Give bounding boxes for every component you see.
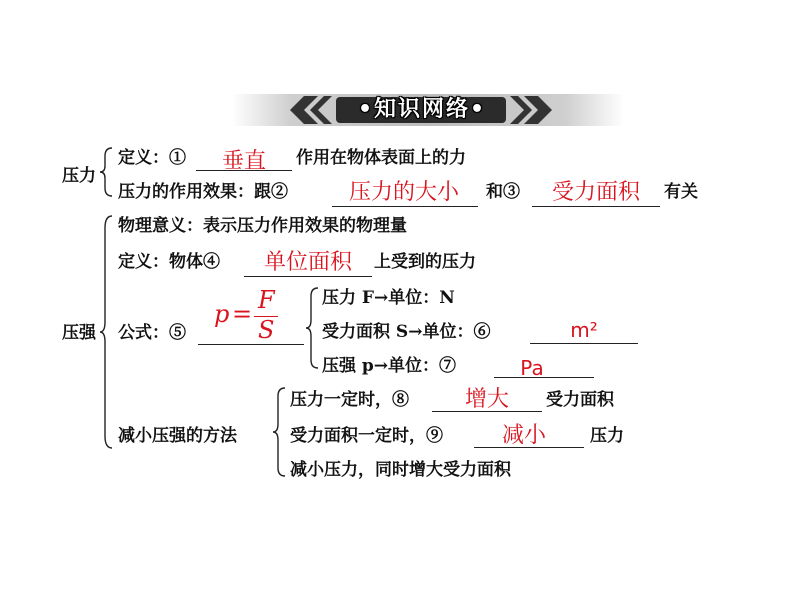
reduce-method-1-prefix: 压力一定时，⑧ (290, 390, 409, 410)
brace-icon (305, 286, 321, 370)
brace-icon (99, 146, 115, 198)
answer-9: 减小 (501, 423, 546, 448)
brace-icon (99, 214, 115, 450)
reduce-methods-label: 减小压强的方法 (118, 426, 237, 446)
unit-area-prefix: 受力面积 S→单位：⑥ (322, 322, 491, 342)
answer-6: m² (570, 318, 598, 342)
blank-4 (244, 276, 372, 277)
force-definition-suffix: 作用在物体表面上的力 (296, 148, 466, 168)
formula-denominator: S (258, 316, 275, 344)
pressure-definition-suffix: 上受到的压力 (374, 252, 476, 272)
answer-3: 受力面积 (551, 180, 640, 205)
answer-7: Pa (520, 356, 544, 380)
reduce-method-1-suffix: 受力面积 (546, 390, 614, 410)
pressure-label: 压强 (62, 323, 96, 343)
force-effect-prefix: 压力的作用效果：跟② (118, 182, 288, 202)
force-definition-prefix: 定义：① (118, 148, 186, 168)
unit-pressure-prefix: 压强 p→单位：⑦ (322, 356, 457, 376)
answer-8: 增大 (464, 387, 509, 412)
unit-force: 压力 F→单位：N (322, 288, 455, 308)
blank-5 (198, 344, 304, 345)
blank-2 (332, 206, 478, 207)
blank-6 (530, 343, 638, 344)
formula-prefix: 公式：⑤ (118, 323, 186, 343)
banner-title: •知识网络• (357, 97, 487, 122)
answer-4: 单位面积 (263, 250, 352, 275)
pressure-force-label: 压力 (62, 166, 96, 186)
force-effect-mid: 和③ (486, 182, 520, 202)
formula-equals: = (232, 300, 253, 328)
pressure-meaning: 物理意义：表示压力作用效果的物理量 (118, 216, 407, 236)
formula-p: p (214, 300, 230, 328)
pressure-definition-prefix: 定义：物体④ (118, 252, 220, 272)
blank-3 (532, 206, 660, 207)
formula-numerator: F (258, 286, 275, 314)
brace-icon (272, 386, 288, 478)
reduce-method-2-suffix: 压力 (590, 426, 624, 446)
answer-1: 垂直 (221, 149, 266, 174)
answer-2: 压力的大小 (348, 180, 459, 205)
force-effect-suffix: 有关 (664, 182, 698, 202)
reduce-method-2-prefix: 受力面积一定时，⑨ (290, 426, 443, 446)
reduce-method-3: 减小压力，同时增大受力面积 (290, 460, 511, 480)
